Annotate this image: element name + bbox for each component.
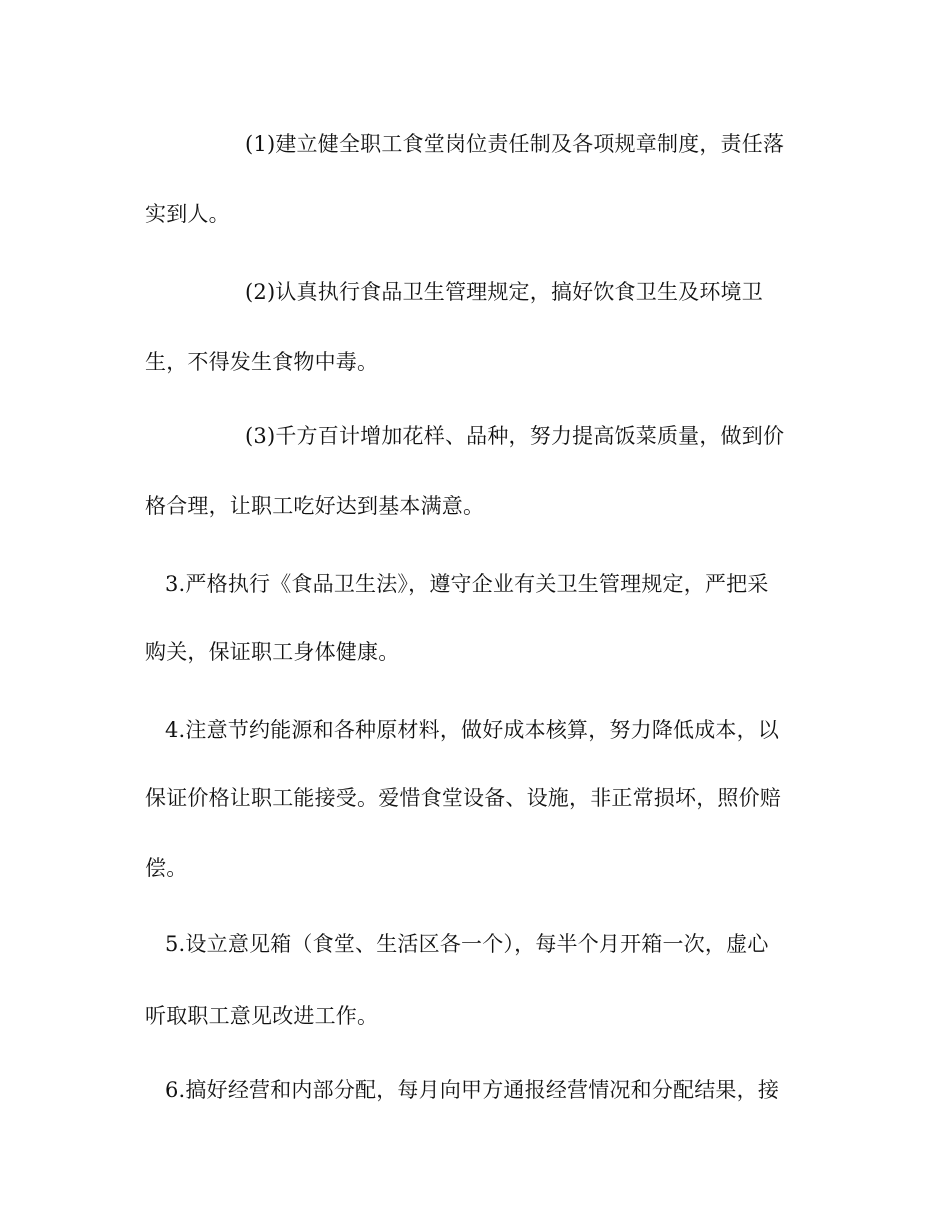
paragraph-line: 保证价格让职工能接受。爱惜食堂设备、设施，非正常损坏，照价赔 bbox=[145, 786, 781, 810]
paragraph-line: 购关，保证职工身体健康。 bbox=[145, 640, 400, 664]
paragraph-line: 5.设立意见箱（食堂、生活区各一个），每半个月开箱一次，虚心 bbox=[165, 932, 769, 956]
paragraph-line: 3.严格执行《食品卫生法》，遵守企业有关卫生管理规定，严把采 bbox=[165, 572, 769, 596]
paragraph-line: (3)千方百计增加花样、品种，努力提高饭菜质量，做到价 bbox=[245, 424, 785, 448]
paragraph-line: 6.搞好经营和内部分配，每月向甲方通报经营情况和分配结果，接 bbox=[165, 1078, 780, 1102]
paragraph-line: (1)建立健全职工食堂岗位责任制及各项规章制度，责任落 bbox=[245, 132, 785, 156]
paragraph-line: (2)认真执行食品卫生管理规定，搞好饮食卫生及环境卫 bbox=[245, 280, 763, 304]
paragraph-line: 格合理，让职工吃好达到基本满意。 bbox=[145, 494, 485, 518]
paragraph-line: 偿。 bbox=[145, 856, 188, 880]
paragraph-line: 实到人。 bbox=[145, 202, 230, 226]
paragraph-line: 4.注意节约能源和各种原材料，做好成本核算，努力降低成本，以 bbox=[165, 718, 780, 742]
paragraph-line: 听取职工意见改进工作。 bbox=[145, 1004, 379, 1028]
paragraph-line: 生，不得发生食物中毒。 bbox=[145, 350, 379, 374]
